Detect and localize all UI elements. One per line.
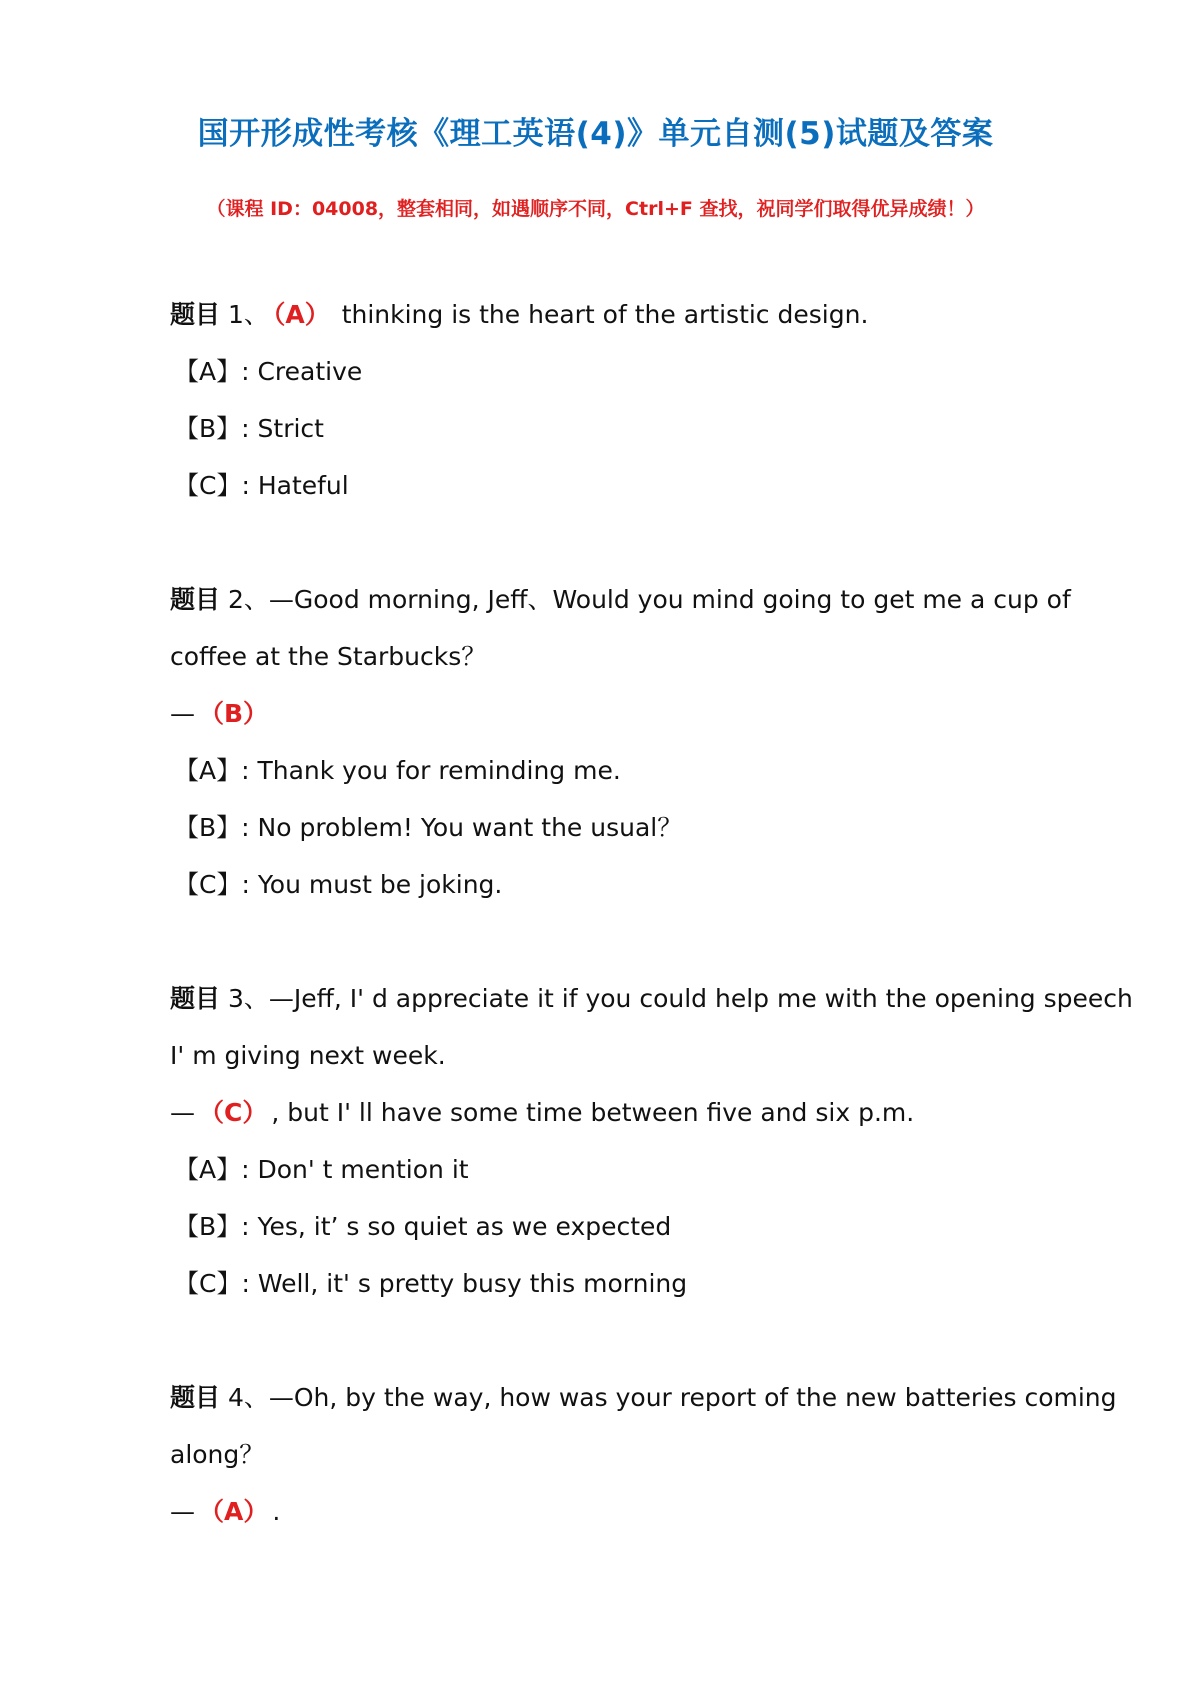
dash: —	[170, 1098, 195, 1127]
question-label: 题目	[170, 585, 221, 614]
answer-after: , but I' ll have some time between five and six p.m.	[271, 1098, 915, 1127]
question-4-answer-line	[170, 1483, 1085, 1540]
question-label: 题目	[170, 300, 221, 329]
option-b: 【B】: Strict	[174, 414, 324, 443]
question-3-answer-line	[170, 1084, 1085, 1141]
option-a: 【A】: Thank you for reminding me.	[174, 756, 621, 785]
question-number: 1、	[227, 300, 269, 329]
option-b: 【B】: No problem! You want the usual？	[174, 813, 683, 842]
option-c: 【C】: Well, it' s pretty busy this morning	[174, 1269, 688, 1298]
page-title: 国开形成性考核《理工英语(4)》单元自测(5)试题及答案	[197, 116, 994, 152]
spacer	[170, 913, 1085, 970]
spacer	[170, 514, 1085, 571]
answer-mark: （C）	[199, 1098, 268, 1127]
option-a: 【A】: Creative	[174, 357, 363, 386]
option-a: 【A】: Don' t mention it	[174, 1155, 469, 1184]
question-text: —Good morning, Jeff、Would you mind going to get me a cup of	[268, 585, 1071, 614]
question-text: —Oh, by the way, how was your report of the new batteries coming	[268, 1383, 1117, 1412]
question-1-stem	[170, 286, 1085, 343]
option-c: 【C】: You must be joking.	[174, 870, 503, 899]
answer-mark: （A）	[199, 1497, 269, 1526]
spacer	[170, 1312, 1085, 1369]
dash: —	[170, 1497, 195, 1526]
question-text: thinking is the heart of the artistic design.	[341, 300, 869, 329]
question-3-stem	[170, 970, 1133, 1027]
question-3-stem-cont: I' m giving next week.	[170, 1041, 446, 1070]
question-number: 2、	[227, 585, 269, 614]
question-4-stem	[170, 1369, 1117, 1426]
question-list	[170, 286, 1133, 1540]
question-2-answer-line	[170, 685, 1085, 742]
answer-mark: （A）	[272, 300, 330, 329]
question-text: —Jeff, I' d appreciate it if you could help me with the opening speech	[268, 984, 1133, 1013]
question-number: 3、	[227, 984, 269, 1013]
answer-mark: （B）	[199, 699, 269, 728]
question-2-stem-cont: coffee at the Starbucks？	[170, 642, 487, 671]
question-4-stem-cont: along？	[170, 1440, 265, 1469]
question-2-stem	[170, 571, 1085, 628]
question-label: 题目	[170, 1383, 221, 1412]
option-b: 【B】: Yes, it’ s so quiet as we expected	[174, 1212, 672, 1241]
option-c: 【C】: Hateful	[174, 471, 349, 500]
question-label: 题目	[170, 984, 221, 1013]
answer-after: .	[272, 1497, 281, 1526]
page-subtitle: （课程 ID：04008，整套相同，如遇顺序不同，Ctrl+F 查找，祝同学们取得优异成绩！）	[206, 198, 985, 220]
dash: —	[170, 699, 195, 728]
question-number: 4、	[227, 1383, 269, 1412]
